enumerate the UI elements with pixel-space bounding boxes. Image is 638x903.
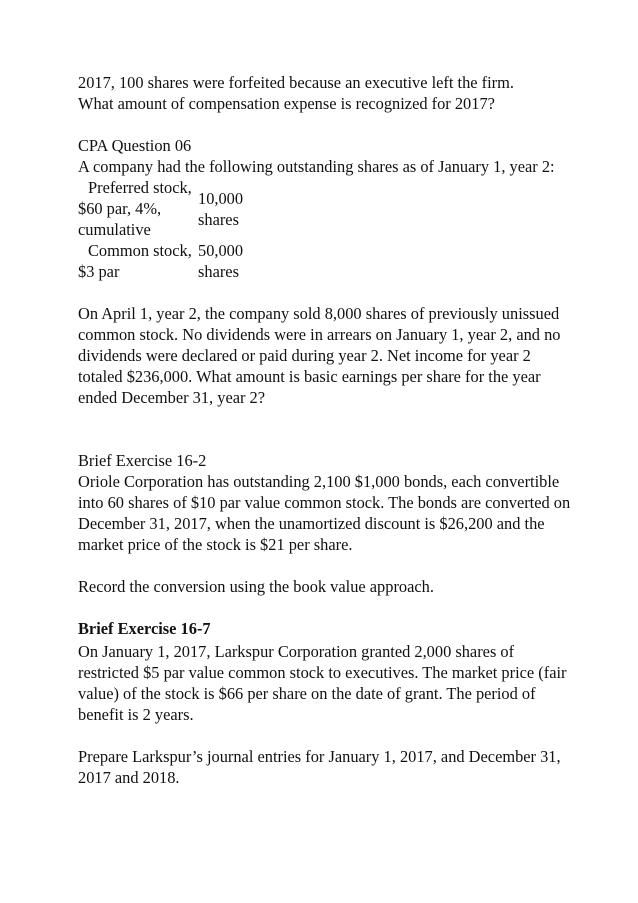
share-count-cell bbox=[198, 177, 258, 240]
cpa-question-title: CPA Question 06 bbox=[78, 136, 192, 155]
be16-7-title: Brief Exercise 16-7 bbox=[78, 619, 211, 638]
be16-2-body: Oriole Corporation has outstanding 2,100 $1,000 bonds, each convertible into 60 shares of $10 par value common stock. The bonds are converted on December 31, 2017, when the unamortized discount is $26,200 and the market price of the stock is $21 per share. bbox=[78, 472, 571, 554]
table-row bbox=[78, 240, 258, 282]
share-class-cell bbox=[78, 240, 198, 282]
share-class-label-line1: Preferred stock, bbox=[88, 178, 192, 197]
share-count-unit: shares bbox=[198, 262, 239, 281]
share-class-cell bbox=[78, 177, 198, 240]
spacer bbox=[78, 555, 578, 576]
share-count-number: 50,000 bbox=[198, 241, 244, 260]
share-count-unit: shares bbox=[198, 209, 239, 229]
intro-line-2: What amount of compensation expense is recognized for 2017? bbox=[78, 94, 495, 113]
be16-7-body: On January 1, 2017, Larkspur Corporation granted 2,000 shares of restricted $5 par value common stock to executives. The market price (fair value) of the stock is $66 per share on the date of grant. The period of benefit is 2 years. bbox=[78, 642, 567, 724]
table-row bbox=[78, 177, 258, 240]
spacer bbox=[78, 282, 578, 303]
be16-2-title: Brief Exercise 16-2 bbox=[78, 451, 207, 470]
share-count-cell bbox=[198, 240, 258, 282]
spacer bbox=[78, 725, 578, 746]
cpa-question-body: On April 1, year 2, the company sold 8,000 shares of previously unissued common stock. No dividends were in arrears on January 1, year 2, and no dividends were declared or paid during year 2. Net income for year 2 totaled $236,000. What amount is basic earnings per share for the year ended December 31, year 2? bbox=[78, 304, 561, 407]
outstanding-shares-table bbox=[78, 177, 258, 282]
document-page bbox=[78, 72, 578, 788]
be16-7-instruction: Prepare Larkspur’s journal entries for January 1, 2017, and December 31, 2017 and 2018. bbox=[78, 747, 561, 787]
spacer bbox=[78, 408, 578, 450]
cpa-question-intro: A company had the following outstanding shares as of January 1, year 2: bbox=[78, 157, 555, 176]
share-count-number: 10,000 bbox=[198, 188, 244, 208]
intro-line-1: 2017, 100 shares were forfeited because an executive left the firm. bbox=[78, 73, 514, 92]
be16-2-instruction: Record the conversion using the book value approach. bbox=[78, 577, 434, 596]
share-class-label-line1: Common stock, bbox=[88, 241, 192, 260]
spacer bbox=[78, 114, 578, 135]
spacer bbox=[78, 597, 578, 618]
share-class-label-rest: $60 par, 4%, cumulative bbox=[78, 199, 162, 239]
share-class-label-rest: $3 par bbox=[78, 262, 120, 281]
